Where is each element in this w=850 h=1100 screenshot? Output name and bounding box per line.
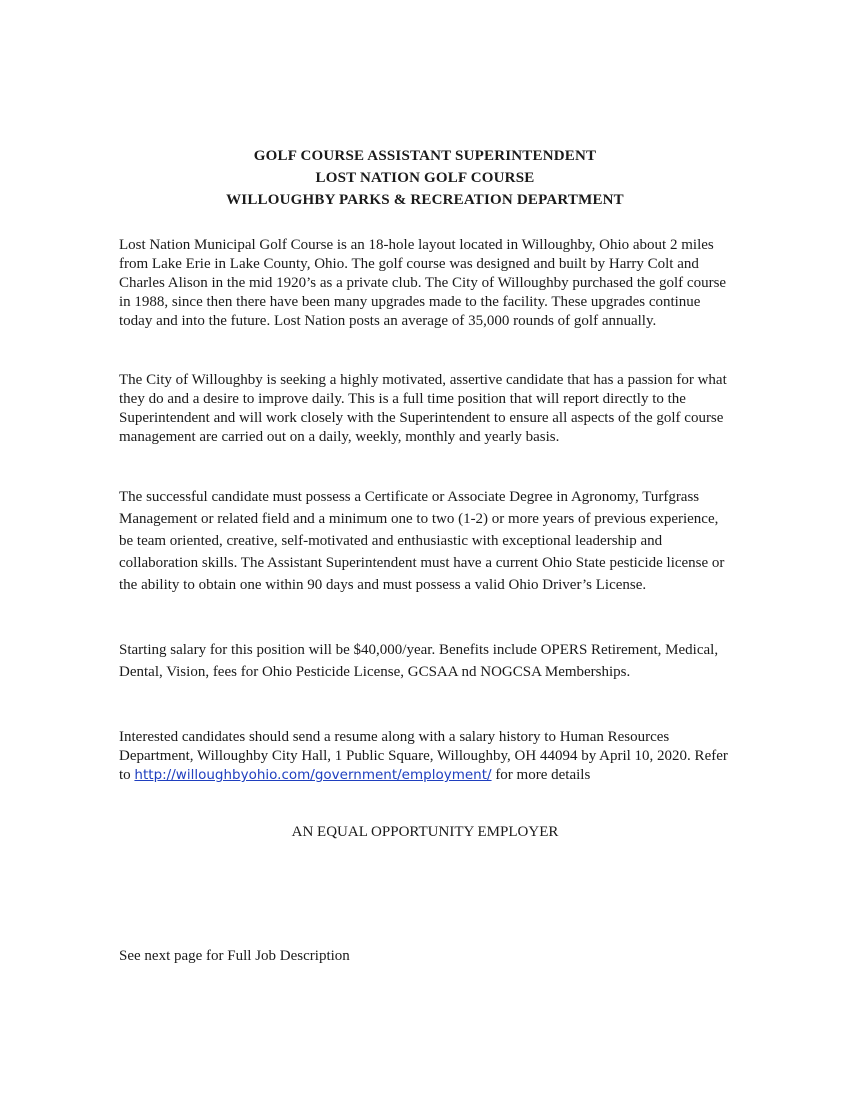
apply-text-after: for more details xyxy=(491,767,591,783)
paragraph-seeking: The City of Willoughby is seeking a highly motivated, assertive candidate that has a passion for what they do and a desire to improve daily. This is a full time position that will report directly to the Superintendent and will work closely with the Superintendent to ensure all aspects of the golf course management are carried out on a daily, weekly, monthly and yearly basis. xyxy=(119,372,727,445)
employment-link[interactable]: http://willoughbyohio.com/government/employment/ xyxy=(134,767,492,783)
paragraph-salary: Starting salary for this position will be $40,000/year. Benefits include OPERS Retirement, Medical, Dental, Vision, fees for Ohio Pesticide License, GCSAA nd NOGCSA Memberships. xyxy=(119,642,719,680)
equal-opportunity-statement: AN EQUAL OPPORTUNITY EMPLOYER xyxy=(291,824,559,840)
footer-note: See next page for Full Job Description xyxy=(119,948,350,964)
paragraph-intro: Lost Nation Municipal Golf Course is an 18-hole layout located in Willoughby, Ohio about 2 miles from Lake Erie in Lake County, Ohio. The golf course was designed and built by Harry Colt and Charles Alison in the mid 1920’s as a private club. The City of Willoughby purchased the golf course in 1988, since then there have been many upgrades made to the facility. These upgrades continue today and into the future. Lost Nation posts an average of 35,000 rounds of golf annually. xyxy=(119,237,727,329)
title-course: LOST NATION GOLF COURSE xyxy=(315,170,535,186)
paragraph-requirements: The successful candidate must possess a Certificate or Associate Degree in Agronomy, Turfgrass Management or related field and a minimum one to two (1-2) or more years of previous experience, be team oriented, creative, self-motivated and enthusiastic with exceptional leadership and collaboration skills. The Assistant Superintendent must have a current Ohio State pesticide license or the ability to obtain one within 90 days and must possess a valid Ohio Driver’s License. xyxy=(119,489,725,593)
title-department: WILLOUGHBY PARKS & RECREATION DEPARTMENT xyxy=(226,192,624,208)
title-position: GOLF COURSE ASSISTANT SUPERINTENDENT xyxy=(253,148,597,164)
paragraph-apply xyxy=(119,728,735,785)
apply-text-before: Interested candidates should send a resume along with a salary history to Human Resources Department, Willoughby City Hall, 1 Public Square, Willoughby, OH 44094 by April 10, 2020. Refer to xyxy=(119,729,728,783)
